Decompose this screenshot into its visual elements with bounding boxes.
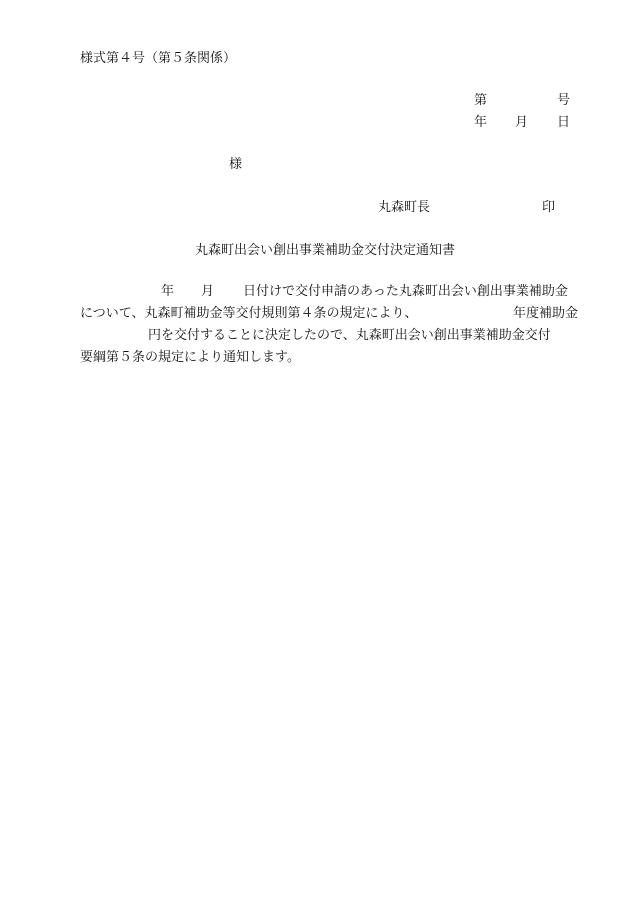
body-line-1-text: 日付けで交付申請のあった丸森町出会い創出事業補助金 <box>243 284 568 299</box>
document-title: 丸森町出会い創出事業補助金交付決定通知書 <box>195 243 456 258</box>
body-line-3-text: 円を交付することに決定したので、丸森町出会い創出事業補助金交付 <box>148 328 551 343</box>
body-line-2-text: について、丸森町補助金等交付規則第４条の規定により、 <box>80 306 418 321</box>
body-line-4 <box>80 351 580 373</box>
body-line-4-text: 要綱第５条の規定により通知します。 <box>80 350 300 365</box>
reference-number-suffix: 号 <box>557 93 571 108</box>
seal-mark: 印 <box>542 200 556 215</box>
form-number: 様式第４号（第５条関係） <box>80 51 237 66</box>
date-year-label: 年 <box>474 115 488 130</box>
reference-number-prefix: 第 <box>474 93 488 108</box>
body-line-2 <box>80 307 580 329</box>
body-line-1 <box>80 285 580 307</box>
date-day-label: 日 <box>557 115 571 130</box>
issuer-title: 丸森町長 <box>378 200 431 215</box>
body-year-label: 年 <box>161 284 175 299</box>
date-month-label: 月 <box>515 115 529 130</box>
addressee-honorific: 様 <box>229 157 243 172</box>
body-month-label: 月 <box>201 284 215 299</box>
body-paragraph <box>80 285 580 373</box>
body-line-3 <box>80 329 580 351</box>
body-fiscal-year-label: 年度補助金 <box>513 306 579 321</box>
